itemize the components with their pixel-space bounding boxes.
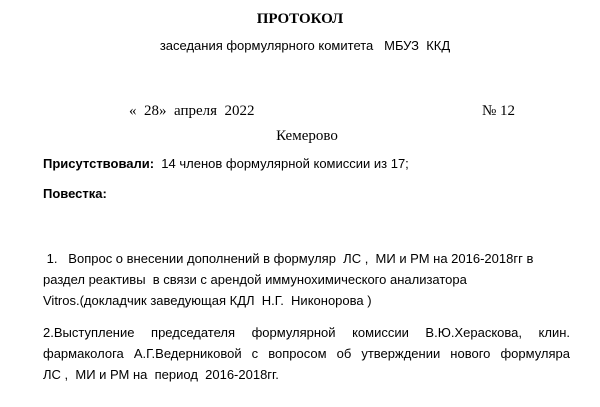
- agenda-item-2-line-2: фармаколога А.Г.Ведерниковой с вопросом об утверждении нового формуляра: [43, 346, 570, 361]
- agenda-item-1-line-2: раздел реактивы в связи с арендой иммунохимического анализатора: [43, 272, 467, 287]
- agenda-label: Повестка:: [43, 186, 107, 201]
- attendance-value: 14 членов формулярной комиссии из 17;: [154, 156, 409, 171]
- document-subtitle: заседания формулярного комитета МБУЗ ККД: [159, 38, 451, 53]
- protocol-date: « 28» апреля 2022: [129, 103, 255, 119]
- agenda-item-1: [43, 248, 583, 311]
- agenda-item-2-line-1: 2.Выступление председателя формулярной комиссии В.Ю.Хераскова, клин.: [43, 325, 570, 340]
- protocol-city: Кемерово: [276, 128, 338, 144]
- agenda-item-1-line-1: 1. Вопрос о внесении дополнений в формуляр ЛС , МИ и РМ на 2016-2018гг в: [43, 251, 534, 266]
- attendance-label: Присутствовали:: [43, 156, 155, 171]
- protocol-number: № 12: [482, 103, 516, 119]
- attendance-line: [43, 156, 409, 171]
- agenda-item-1-line-3: Vitros.(докладчик заведующая КДЛ Н.Г. Никонорова ): [43, 293, 372, 308]
- document-title: ПРОТОКОЛ: [256, 11, 344, 27]
- agenda-item-2: [43, 322, 583, 385]
- agenda-item-2-line-3: ЛС , МИ и РМ на период 2016-2018гг.: [43, 367, 279, 382]
